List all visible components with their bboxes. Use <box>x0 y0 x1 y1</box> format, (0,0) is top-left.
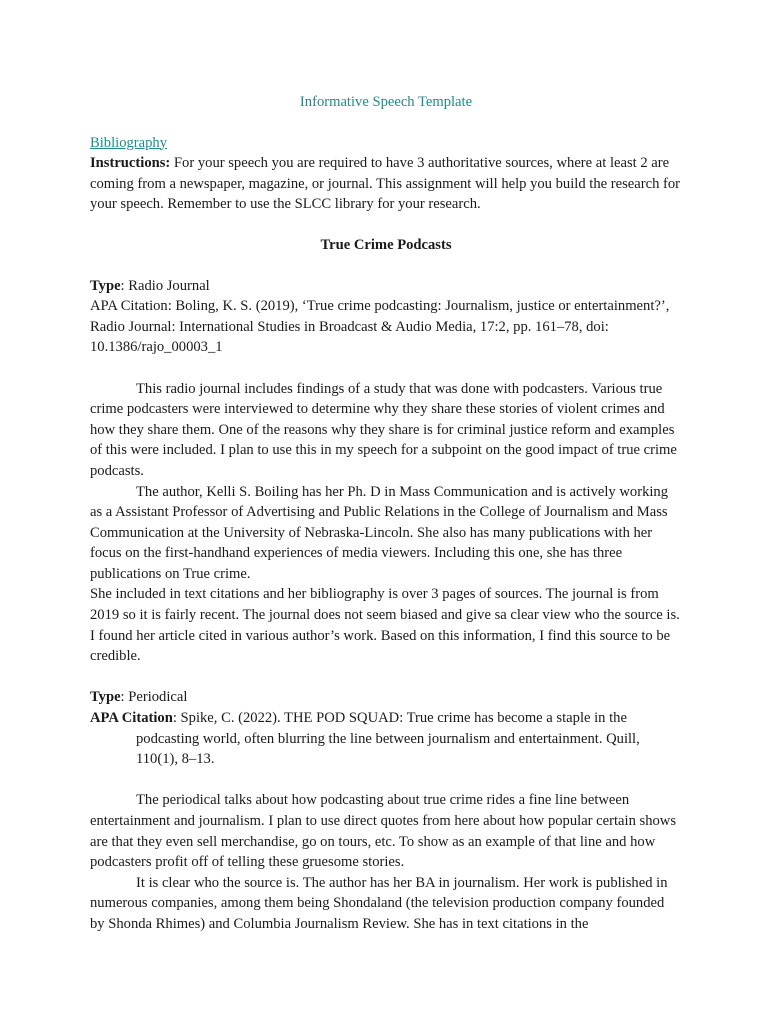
bibliography-heading <box>90 133 682 154</box>
document-body <box>90 92 682 935</box>
instructions-text: For your speech you are required to have 3 authoritative sources, where at least 2 are coming from a newspaper, magazine, or journal. This assignment will help you build the research for your speech. Remember to use the SLCC library for your research. <box>90 155 681 213</box>
source2-type <box>90 687 682 708</box>
document-title: Informative Speech Template <box>299 94 473 110</box>
instructions-paragraph <box>90 153 682 215</box>
spacer <box>90 770 682 791</box>
source1-paragraph-3: She included in text citations and her bibliography is over 3 pages of sources. The journal is from 2019 so it is fairly recent. The journal does not seem biased and give sa clear view who the source is. I found her article cited in various author’s work. Based on this information, I find this source to be credible. <box>90 586 680 665</box>
source1-paragraph-2: The author, Kelli S. Boiling has her Ph. D in Mass Communication and is actively working as a Assistant Professor of Advertising and Public Relations in the College of Journalism and Mass Communication at the University of Nebraska-Lincoln. She also has many publications with her focus on the first-handhand experiences of media viewers. Including this one, she has three publications on True crime. <box>90 483 669 582</box>
source2-paragraph-2: It is clear who the source is. The author has her BA in journalism. Her work is published in numerous companies, among them being Shondaland (the television production company founded by Shonda Rhimes) and Columbia Journalism Review. She has in text citations in the <box>90 874 668 932</box>
source2-type-label: Type <box>90 689 121 706</box>
source1-type <box>90 276 682 297</box>
instructions-label: Instructions: <box>90 155 171 172</box>
source2-type-value: : Periodical <box>120 689 188 706</box>
source1-paragraph-1: This radio journal includes findings of a study that was done with podcasters. Various true crime podcasters were interviewed to determine why they share these stories of violent crimes and how they share them. One of the reasons why they share is for criminal justice reform and examples of this were included. I plan to use this in my speech for a subpoint on the good impact of true crime podcasts. <box>90 380 677 479</box>
bibliography-link[interactable]: Bibliography <box>90 134 168 151</box>
source2-citation-value: : Spike, C. (2022). THE POD SQUAD: True crime has become a staple in the podcasting world, often blurring the line between journalism and entertainment. Quill, 110(1), 8–13. <box>136 710 640 768</box>
source1-type-label: Type <box>90 277 121 294</box>
source2-citation-label: APA Citation <box>90 710 173 727</box>
source1-type-value: : Radio Journal <box>120 277 210 294</box>
source2-paragraph-1: The periodical talks about how podcasting about true crime rides a fine line between entertainment and journalism. I plan to use direct quotes from here about how popular certain shows are that they even sell merchandise, go on tours, etc. To show as an example of that line and how podcasters profit off of telling these gruesome stories. <box>90 792 677 871</box>
spacer <box>90 667 682 688</box>
source1-citation: APA Citation: Boling, K. S. (2019), ‘True crime podcasting: Journalism, justice or entertainment?’, Radio Journal: International Studies in Broadcast & Audio Media, 17:2, pp. 161–78, doi: 10.1386/rajo_00003_1 <box>90 298 670 356</box>
topic-heading: True Crime Podcasts <box>320 236 452 253</box>
spacer <box>90 358 682 379</box>
source2-citation <box>90 708 682 770</box>
